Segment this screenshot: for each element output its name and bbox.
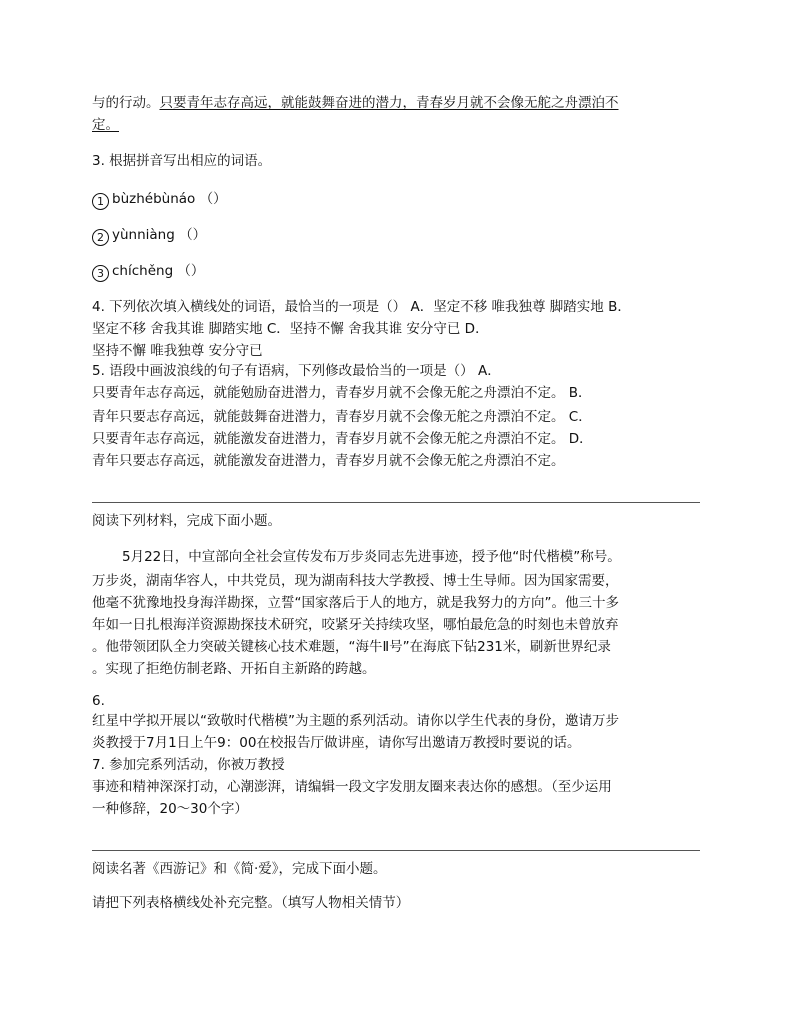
section-heading: 阅读名著《西游记》和《简·爱》，完成下面小题。 — [92, 861, 387, 877]
section-divider — [92, 502, 700, 503]
q4-line-1: 4. 下列依次填入横线处的词语，最恰当的一项是（） A．坚定不移 唯我独尊 脚踏实地 B． — [92, 299, 631, 315]
pinyin-text: bùzhébùnáo （） — [112, 191, 227, 207]
passage-line: 年如一日扎根海洋资源勘探技术研究，咬紧牙关持续攻坚，哪怕最危急的时刻也未曾放弃 — [92, 617, 619, 633]
q3-item-3 — [92, 260, 204, 282]
intro-text: 与的行动。 — [92, 95, 160, 111]
q4-line-3: 坚持不懈 唯我独尊 安分守已 — [92, 343, 263, 359]
table-instruction: 请把下列表格横线处补充完整。（填写人物相关情节） — [92, 895, 410, 911]
passage-line: 。他带领团队全力突破关键核心技术难题，“海牛Ⅱ号”在海底下钻231米，刷新世界纪录 — [92, 639, 611, 655]
circled-number: 3 — [92, 265, 109, 282]
pinyin-text: yùnniàng （） — [112, 227, 207, 243]
circled-number: 2 — [92, 229, 109, 246]
q3-item-1 — [92, 188, 227, 210]
q5-line-2: 只要青年志存高远，就能勉励奋进潜力，青春岁月就不会像无舵之舟漂泊不定。 B． — [92, 385, 592, 401]
q5-line-1: 5. 语段中画波浪线的句子有语病，下列修改最恰当的一项是（） A． — [92, 363, 501, 379]
q5-line-5: 青年只要志存高远，就能激发奋进潜力，青春岁月就不会像无舵之舟漂泊不定。 — [92, 453, 565, 469]
q5-line-4: 只要青年志存高远，就能激发奋进潜力，青春岁月就不会像无舵之舟漂泊不定。 D． — [92, 431, 593, 447]
q5-line-3: 青年只要志存高远，就能鼓舞奋进潜力，青春岁月就不会像无舵之舟漂泊不定。 C． — [92, 409, 592, 425]
passage-line: 。实现了拒绝仿制老路、开拓自主新路的跨越。 — [92, 661, 376, 677]
q7-line-3: 一种修辞，20～30个字） — [92, 801, 248, 817]
q6-number: 6. — [92, 693, 105, 709]
q7-line-1: 7. 参加完系列活动，你被万教授 — [92, 757, 285, 773]
passage-line: 5月22日，中宣部向全社会宣传发布万步炎同志先进事迹，授予他“时代楷模”称号。 — [122, 549, 621, 565]
q4-line-2: 坚定不移 舍我其谁 脚踏实地 C．坚持不懈 舍我其谁 安分守已 D． — [92, 321, 489, 337]
circled-number: 1 — [92, 193, 109, 210]
passage-line: 万步炎，湖南华容人，中共党员，现为湖南科技大学教授、博士生导师。因为国家需要， — [92, 573, 619, 589]
section-divider — [92, 850, 700, 851]
q3-item-2 — [92, 224, 206, 246]
underlined-sentence: 只要青年志存高远，就能鼓舞奋进的潜力，青春岁月就不会像无舵之舟漂泊不 — [159, 95, 619, 111]
q3-title: 3. 根据拼音写出相应的词语。 — [92, 153, 272, 169]
pinyin-text: chíchěng （） — [112, 263, 205, 279]
passage-line: 他毫不犹豫地投身海洋勘探，立誓“国家落后于人的地方，就是我努力的方向”。他三十多 — [92, 595, 619, 611]
intro-line-2 — [92, 114, 119, 136]
q6-line-1: 红星中学拟开展以“致敬时代楷模”为主题的系列活动。请你以学生代表的身份，邀请万步 — [92, 713, 619, 729]
q6-line-2: 炎教授于7月1日上午9：00在校报告厅做讲座，请你写出邀请万教授时要说的话。 — [92, 735, 581, 751]
q7-line-2: 事迹和精神深深打动，心潮澎湃，请编辑一段文字发朋友圈来表达你的感想。（至少运用 — [92, 779, 612, 795]
underlined-sentence-end: 定。 — [92, 117, 119, 133]
section-heading: 阅读下列材料，完成下面小题。 — [92, 513, 281, 529]
intro-line-1 — [92, 92, 619, 114]
